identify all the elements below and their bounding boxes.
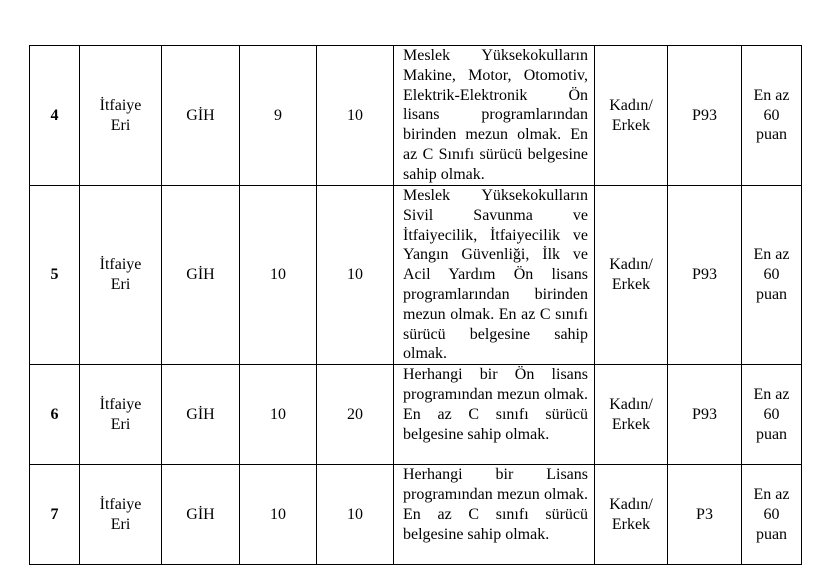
score-type: P93 bbox=[668, 46, 742, 186]
position-class: GİH bbox=[162, 465, 240, 565]
position-title: İtfaiye Eri bbox=[80, 46, 162, 186]
quota-value: 10 bbox=[317, 46, 394, 186]
degree-value: 10 bbox=[240, 186, 317, 365]
table-row bbox=[30, 365, 802, 465]
table-row bbox=[30, 46, 802, 186]
quota-value: 10 bbox=[317, 186, 394, 365]
position-class: GİH bbox=[162, 46, 240, 186]
table-row bbox=[30, 186, 802, 365]
position-class: GİH bbox=[162, 186, 240, 365]
degree-value: 10 bbox=[240, 365, 317, 465]
degree-value: 9 bbox=[240, 46, 317, 186]
degree-value: 10 bbox=[240, 465, 317, 565]
quota-value: 10 bbox=[317, 465, 394, 565]
positions-table bbox=[29, 45, 802, 565]
position-title: İtfaiye Eri bbox=[80, 465, 162, 565]
position-title: İtfaiye Eri bbox=[80, 186, 162, 365]
score-type: P93 bbox=[668, 186, 742, 365]
gender: Kadın/ Erkek bbox=[595, 186, 668, 365]
min-score: En az 60 puan bbox=[742, 46, 802, 186]
position-class: GİH bbox=[162, 365, 240, 465]
min-score: En az 60 puan bbox=[742, 186, 802, 365]
requirement-text: Meslek Yüksekokulların Sivil Savunma ve İtfaiyecilik, İtfaiyecilik ve Yangın Güvenliği, İlk ve Acil Yardım Ön lisans programlarından birinden mezun olmak. En az C sınıfı sürücü belgesine sahip olmak. bbox=[394, 186, 595, 365]
requirement-text: Herhangi bir Ön lisans programından mezun olmak. En az C sınıfı sürücü belgesine sahip olmak. bbox=[394, 365, 595, 465]
row-number: 5 bbox=[30, 186, 80, 365]
min-score: En az 60 puan bbox=[742, 465, 802, 565]
row-number: 7 bbox=[30, 465, 80, 565]
table-row bbox=[30, 465, 802, 565]
gender: Kadın/ Erkek bbox=[595, 46, 668, 186]
gender: Kadın/ Erkek bbox=[595, 365, 668, 465]
position-title: İtfaiye Eri bbox=[80, 365, 162, 465]
min-score: En az 60 puan bbox=[742, 365, 802, 465]
gender: Kadın/ Erkek bbox=[595, 465, 668, 565]
requirement-text: Meslek Yüksekokulların Makine, Motor, Otomotiv, Elektrik-Elektronik Ön lisans programlarından birinden mezun olmak. En az C Sınıfı sürücü belgesine sahip olmak. bbox=[394, 46, 595, 186]
requirement-text: Herhangi bir Lisans programından mezun olmak. En az C sınıfı sürücü belgesine sahip olmak. bbox=[394, 465, 595, 565]
score-type: P3 bbox=[668, 465, 742, 565]
score-type: P93 bbox=[668, 365, 742, 465]
row-number: 4 bbox=[30, 46, 80, 186]
row-number: 6 bbox=[30, 365, 80, 465]
quota-value: 20 bbox=[317, 365, 394, 465]
